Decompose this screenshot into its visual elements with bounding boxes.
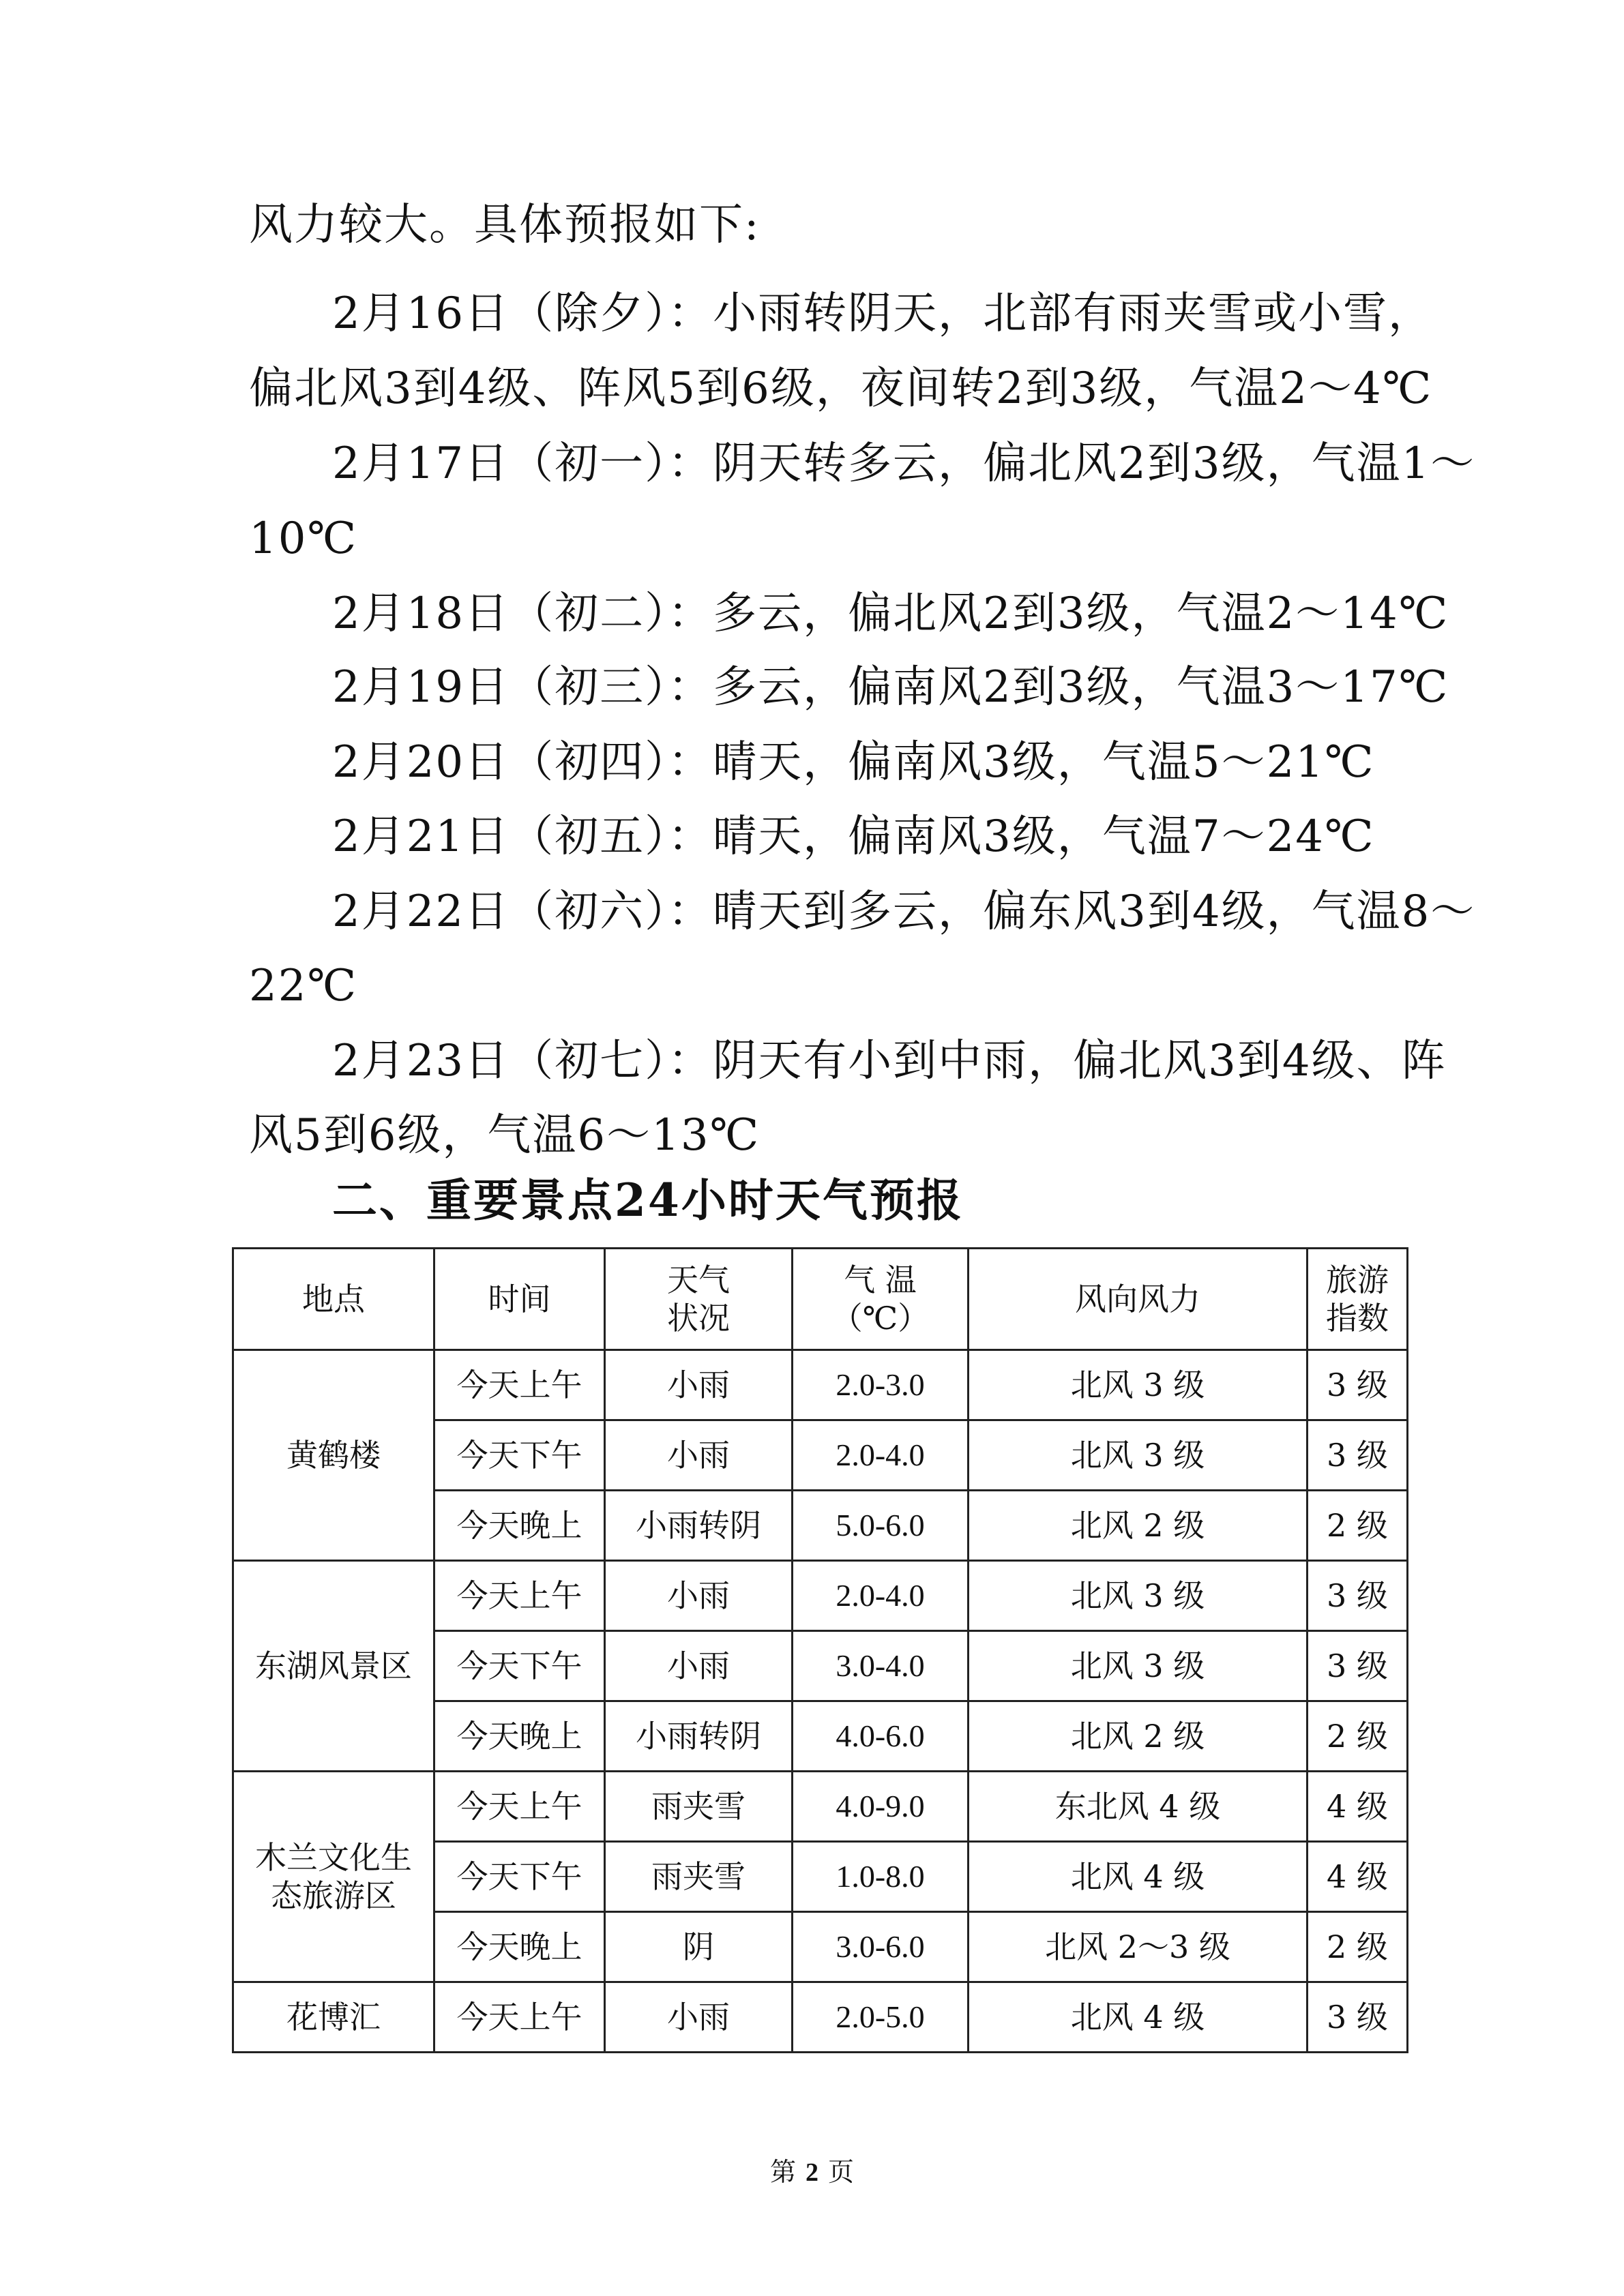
wind-cell: 北风 4 级 [969, 1842, 1308, 1912]
temperature-cell: 2.0-3.0 [793, 1350, 969, 1420]
wind-cell: 北风 2～3 级 [969, 1912, 1308, 1982]
wind-cell: 北风 2 级 [969, 1491, 1308, 1561]
header-temperature-line2: （℃） [831, 1300, 930, 1337]
weather-cell: 雨夹雪 [605, 1772, 793, 1842]
paragraph-line: 2月22日（初六）：晴天到多云，偏东风3到4级，气温8～ [332, 886, 1476, 937]
temperature-cell: 3.0-4.0 [793, 1631, 969, 1701]
header-temperature-line1: 气 温 [844, 1262, 917, 1298]
header-location: 地点 [233, 1249, 434, 1350]
header-index-line1: 旅游 [1326, 1262, 1389, 1298]
location-name: 花博汇 [286, 1999, 381, 2036]
location-cell [233, 1982, 434, 2053]
temperature-cell: 5.0-6.0 [793, 1491, 969, 1561]
index-cell: 2 级 [1308, 1491, 1408, 1561]
index-cell: 3 级 [1308, 1631, 1408, 1701]
temperature-cell: 4.0-6.0 [793, 1701, 969, 1772]
header-wind: 风向风力 [969, 1249, 1308, 1350]
time-cell: 今天上午 [434, 1772, 605, 1842]
location-cell [233, 1772, 434, 1982]
paragraph-line: 10℃ [249, 513, 358, 564]
header-time: 时间 [434, 1249, 605, 1350]
temperature-cell: 2.0-5.0 [793, 1982, 969, 2053]
time-cell: 今天晚上 [434, 1491, 605, 1561]
table-row [233, 1350, 1408, 1420]
weather-cell: 小雨 [605, 1350, 793, 1420]
header-weather [605, 1249, 793, 1350]
table-header-row [233, 1249, 1408, 1350]
weather-cell: 小雨 [605, 1982, 793, 2053]
weather-cell: 小雨转阴 [605, 1491, 793, 1561]
wind-cell: 北风 3 级 [969, 1350, 1308, 1420]
header-weather-line2: 状况 [667, 1300, 730, 1337]
time-cell: 今天晚上 [434, 1912, 605, 1982]
table-row [233, 1772, 1408, 1842]
index-cell: 3 级 [1308, 1420, 1408, 1491]
location-name: 黄鹤楼 [286, 1437, 381, 1474]
page-number: 2 [806, 2158, 818, 2187]
header-index-line2: 指数 [1326, 1300, 1389, 1337]
time-cell: 今天晚上 [434, 1701, 605, 1772]
paragraph-line: 22℃ [249, 961, 358, 1011]
temperature-cell: 2.0-4.0 [793, 1420, 969, 1491]
location-cell [233, 1561, 434, 1772]
paragraph-line: 2月18日（初二）：多云，偏北风2到3级，气温2～14℃ [332, 588, 1449, 639]
paragraph-line: 2月23日（初七）：阴天有小到中雨，偏北风3到4级、阵 [332, 1036, 1447, 1086]
index-cell: 4 级 [1308, 1772, 1408, 1842]
header-tourism-index [1308, 1249, 1408, 1350]
weather-cell: 小雨 [605, 1561, 793, 1631]
header-temperature [793, 1249, 969, 1350]
paragraph-line: 2月16日（除夕）：小雨转阴天，北部有雨夹雪或小雪， [332, 288, 1434, 339]
index-cell: 2 级 [1308, 1912, 1408, 1982]
time-cell: 今天下午 [434, 1842, 605, 1912]
index-cell: 2 级 [1308, 1701, 1408, 1772]
paragraph-line: 偏北风3到4级、阵风5到6级，夜间转2到3级，气温2～4℃ [249, 363, 1433, 414]
location-name-line1: 木兰文化生 [255, 1839, 412, 1876]
time-cell: 今天下午 [434, 1420, 605, 1491]
paragraph-line: 2月19日（初三）：多云，偏南风2到3级，气温3～17℃ [332, 662, 1449, 713]
temperature-cell: 2.0-4.0 [793, 1561, 969, 1631]
table-row [233, 1561, 1408, 1631]
weather-cell: 小雨转阴 [605, 1701, 793, 1772]
temperature-cell: 3.0-6.0 [793, 1912, 969, 1982]
index-cell: 3 级 [1308, 1350, 1408, 1420]
time-cell: 今天上午 [434, 1350, 605, 1420]
weather-cell: 小雨 [605, 1420, 793, 1491]
location-name: 东湖风景区 [255, 1648, 412, 1684]
paragraph-line: 2月20日（初四）：晴天，偏南风3级，气温5～21℃ [332, 737, 1375, 788]
paragraph-line: 风力较大。具体预报如下: [249, 200, 761, 250]
weather-cell: 雨夹雪 [605, 1842, 793, 1912]
paragraph-line: 2月21日（初五）：晴天，偏南风3级，气温7～24℃ [332, 811, 1375, 862]
wind-cell: 北风 3 级 [969, 1561, 1308, 1631]
table-row [233, 1982, 1408, 2053]
page-footer [0, 2155, 1624, 2190]
footer-prefix: 第 [769, 2157, 796, 2187]
index-cell: 4 级 [1308, 1842, 1408, 1912]
wind-cell: 北风 3 级 [969, 1631, 1308, 1701]
wind-cell: 北风 2 级 [969, 1701, 1308, 1772]
header-weather-line1: 天气 [667, 1262, 730, 1298]
time-cell: 今天下午 [434, 1631, 605, 1701]
weather-cell: 小雨 [605, 1631, 793, 1701]
time-cell: 今天上午 [434, 1561, 605, 1631]
footer-suffix: 页 [828, 2157, 855, 2187]
scenic-spot-forecast-table [232, 1247, 1408, 2053]
index-cell: 3 级 [1308, 1982, 1408, 2053]
wind-cell: 东北风 4 级 [969, 1772, 1308, 1842]
index-cell: 3 级 [1308, 1561, 1408, 1631]
section-heading: 二、重要景点24小时天气预报 [332, 1174, 964, 1227]
location-name-line2: 态旅游区 [271, 1877, 396, 1914]
wind-cell: 北风 4 级 [969, 1982, 1308, 2053]
temperature-cell: 4.0-9.0 [793, 1772, 969, 1842]
time-cell: 今天上午 [434, 1982, 605, 2053]
temperature-cell: 1.0-8.0 [793, 1842, 969, 1912]
weather-cell: 阴 [605, 1912, 793, 1982]
location-cell [233, 1350, 434, 1561]
wind-cell: 北风 3 级 [969, 1420, 1308, 1491]
paragraph-line: 风5到6级，气温6～13℃ [249, 1110, 761, 1161]
paragraph-line: 2月17日（初一）：阴天转多云，偏北风2到3级，气温1～ [332, 438, 1476, 489]
